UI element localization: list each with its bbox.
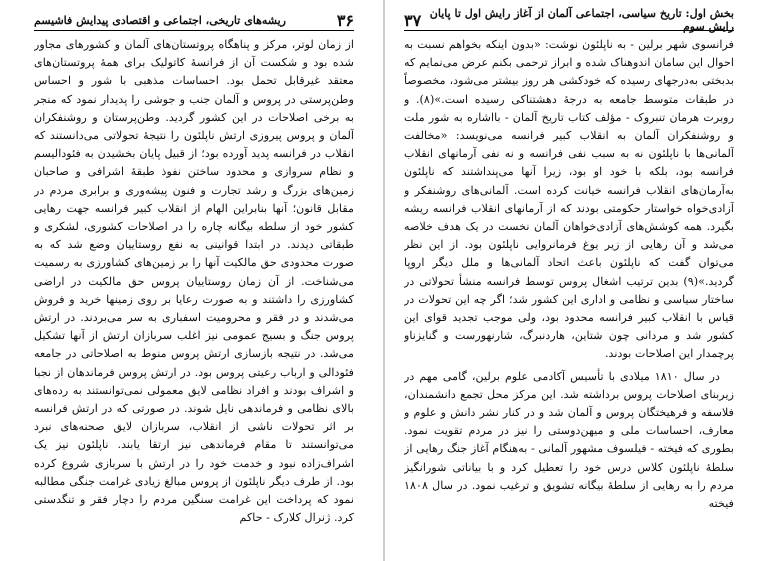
right-page-body [404,36,734,555]
left-running-header: ریشه‌های تاریخی، اجتماعی و اقتصادی پیدایش فاشیسم [34,13,286,27]
left-page-number: ۳۶ [336,10,354,30]
right-page-header [404,7,734,33]
left-page-header [34,10,354,31]
right-paragraph-2: در سال ۱۸۱۰ میلادی با تأسیس آکادمی علوم برلین، گامی مهم در زیربنای اصلاحات پروس برداشته شد. این مرکز محل تجمع دانشمندان، فلاسفه و فرهیختگان پروس و آلمان شد و در کنار نشر دانش و علوم و معارف، احساسات ملی و میهن‌دوستی را نیز در مردم تقویت نمود. بطوری که فیخته - فیلسوف مشهور آلمانی - به‌هنگام آغاز جنگ رهایی از سلطهٔ ناپلئون کلاس درس خود را تعطیل کرد و با بیاناتی شورانگیز مردم را به رهایی از سلطهٔ بیگانه تشویق و ترغیب نمود. در سال ۱۸۰۸ فیخته [404,369,734,511]
left-paragraph-1: از زمان لوتر، مرکز و پناهگاه پروتستان‌های آلمان و کشورهای مجاور شده بود و شکست آن از فرانسهٔ کاتولیک برای همهٔ پروتستان‌های معتقد غیرقابل تحمل بود. احساسات مذهبی با شور و احساس وطن‌پرستی در پروس و آلمان جنب و جوشی را پدیدار نمود که منجر به برخی اصلاحات در این کشور گردید. وطن‌پرستان و روشنفکران آلمان و پروس پیروزی ارتش ناپلئون را نتیجهٔ تحولاتی می‌دانستند که انقلاب در فرانسه پدید آورده بود؛ از قبیل پایان بخشیدن به فئودالیسم و نظام سروازی و محدود ساختن نفوذ طبقهٔ اشرافی و صاحبان زمین‌های بزرگ و رشد تجارت و فنون پیشه‌وری و برابری مردم در مقابل قانون؛ آنها بنابراین الهام از انقلاب کبیر فرانسه جهت رهایی کشور خود از سلطه بیگانه چاره را در اصلاحات کشوری، لشکری و طبقاتی دیدند. در ابتدا قوانینی به نفع روستاییان وضع شد که به صورت محدودی حق مالکیت آنها را بر زمین‌های کشاورزی به رسمیت می‌شناخت. از آن زمان روستاییان پروس حق مالکیت در اراضی کشاورزی را داشتند و به صورت رعایا بر روی زمینها خرید و فروش می‌شدند و در فقر و محرومیت اسفباری به سر می‌بردند. در ارتش پروس جنگ و بسیج عمومی نیز اغلب سربازان ارتش از آنها تشکیل می‌شد. در نتیجه بازسازی ارتش پروس منوط به اصلاحاتی در جامعه فئودالی و ارباب رعیتی پروس بود. در ارتش پروس فرماندهان از نجبا و اشراف بودند و افراد نظامی لایق معمولی نمی‌توانستند به رده‌های بالای نظامی و فرماندهی نایل شوند. در صورتی که در ارتش فرانسه بر اثر تحولات ناشی از انقلاب، سربازان لایق صحنه‌های نبرد می‌توانستند تا مقام فرماندهی نیز ارتقا یابند. ناپلئون نیز یک اشراف‌زاده نبود و خدمت خود را در ارتش با سربازی شروع کرده بود. از طرف دیگر ناپلئون از پروس مبالغ زیادی غرامت جنگی مطالبه نمود که پرداخت این غرامت سنگین مردم را دچار فقر و تنگدستی کرد. ژنرال کلارک - حاکم [34,38,354,525]
right-page [384,0,768,561]
right-running-header: بخش اول: تاریخ سیاسی، اجتماعی آلمان از آغاز رایش اول تا پایان رایش سوم [429,7,734,33]
left-page-body [34,36,354,555]
right-paragraph-1: فرانسوی شهر برلین - به ناپلئون نوشت: «بدون اینکه بخواهم نسبت به احوال این سامان اندوهناک شده و ابراز ترحمی بکنم عرض می‌نمایم که بدبختی به‌درجهای رسیده که خودکشی هر روز بیشتر می‌شود، مخصوصاً در طبقات متوسط جامعه به درجهٔ دهشتناکی رسیده است.»(۸). و روبرت هرمان تنبروک - مؤلف کتاب تاریخ آلمان - بااشاره به شور ملت و روشنفکران آلمان به انقلاب کبیر فرانسه می‌نویسد: «مخالفت آلمانی‌ها با ناپلئون نه به سبب نفی فرانسه و نه نفی آرمانهای انقلاب فرانسه بود، بلکه با خود او بود، زیرا آنها می‌پنداشتند که ناپلئون به‌آرمان‌های انقلاب فرانسه خیانت کرده است. آلمانی‌های روشنفکر و آزادی‌خواه خواستار حکومتی بودند که از آرمانهای انقلاب فرانسه ریشه بگیرد. همه کوشش‌های آزادی‌خواهان آلمان نخست در یک هدف خلاصه می‌شد و آن رهایی از زیر یوغ فرمانروایی ناپلئون بود. از این نظر می‌توان گفت که ناپلئون باعث اتحاد آلمانی‌ها و ملل دیگر اروپا گردید.»(۹) بدین ترتیب اشغال پروس توسط فرانسه منشأ تحولاتی در ساختار سیاسی و نظامی و اداری این کشور شد؛ اگر چه این تحولات در قیاس با انقلاب کبیر فرانسه محدود بود، ولی موجب تجدید قوای این کشور شد و مردانی چون شتاین، هاردنبرگ، شارنهورست و گنایزناو پرچمدار این اصلاحات بودند. [404,38,734,361]
right-page-number: ۳۷ [404,10,422,30]
